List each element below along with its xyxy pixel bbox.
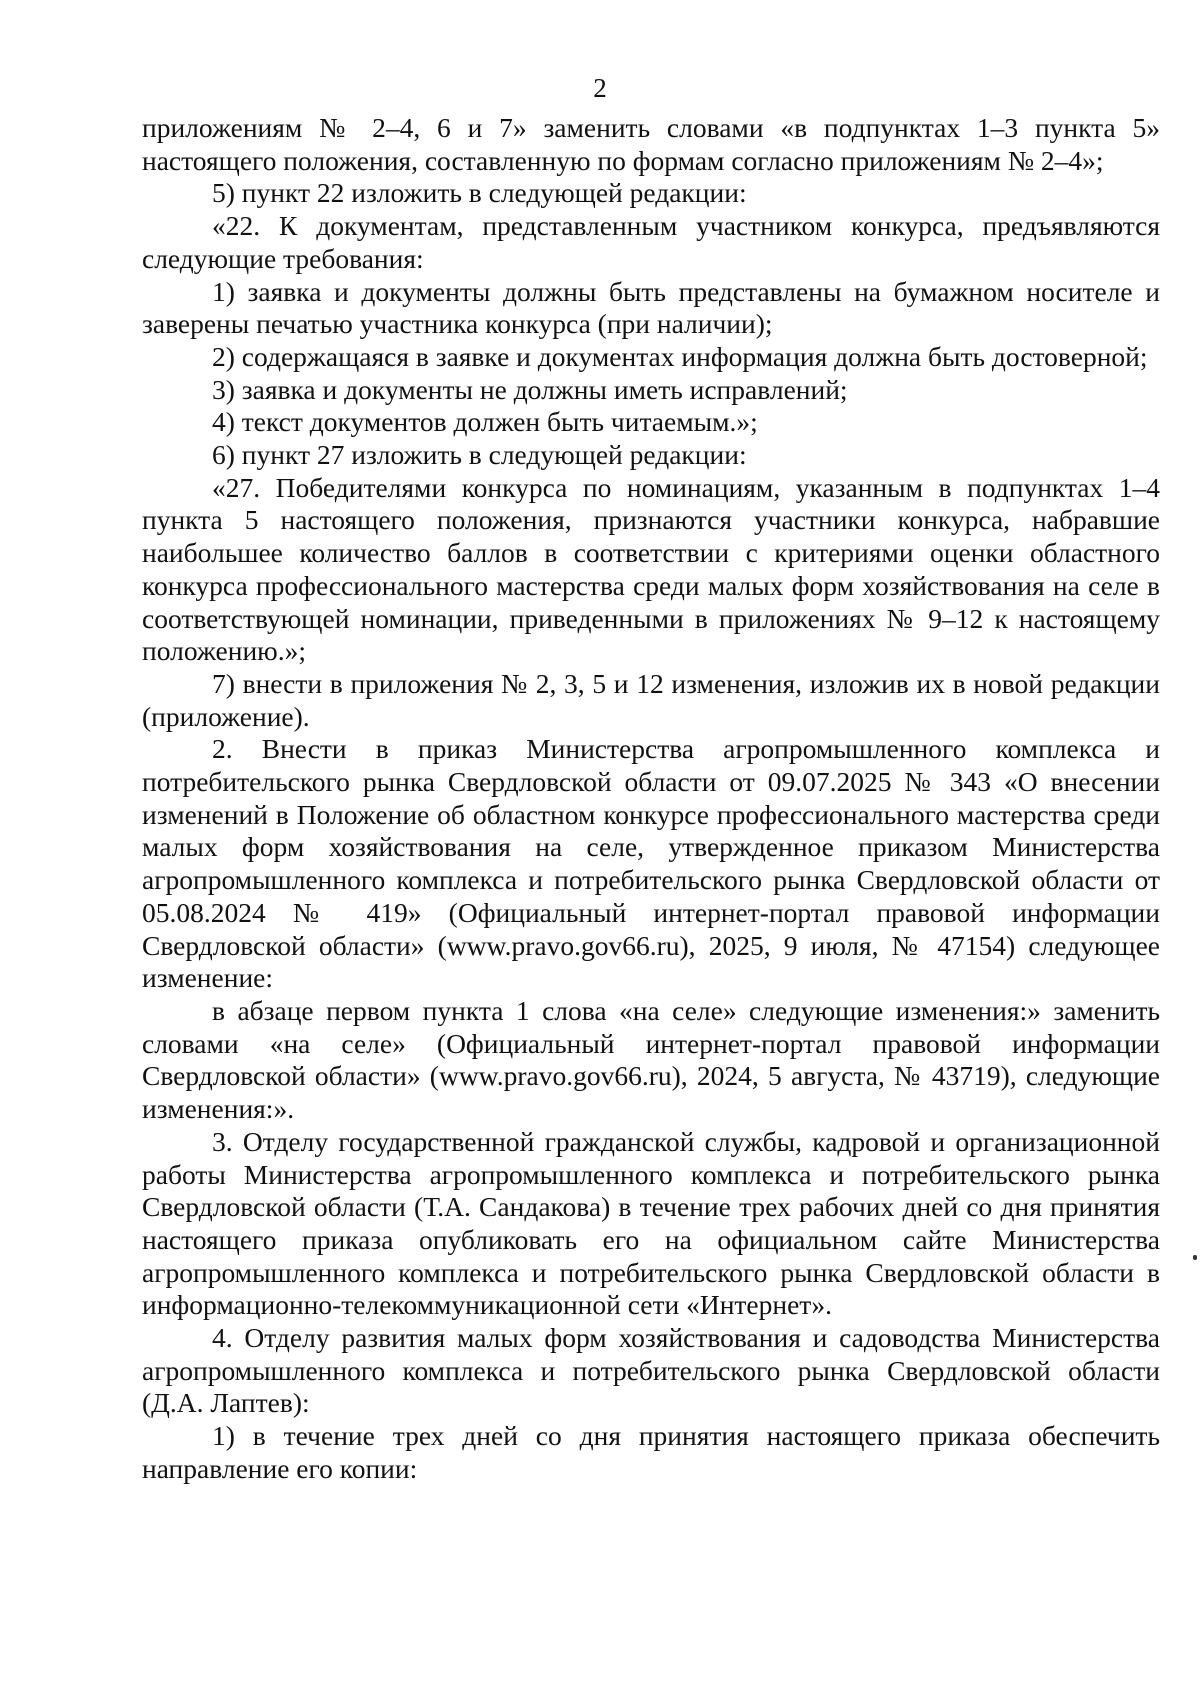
- paragraph-item-6: 6) пункт 27 изложить в следующей редакции:: [212, 439, 747, 471]
- scan-speck: [1193, 1255, 1197, 1260]
- paragraph-point-27: «27. Победителями конкурса по номинациям, указанным в подпунктах 1–4 пункта 5 настоящего положения, признаются участники конкурса, набравшие наибольшее количество баллов в соответствии с критериями оценки областного конкурса профессионального мастерства среди малых форм хозяйствования на селе в соответствующей номинации, приведенными в приложениях № 9–12 к настоящему положению.»;: [142, 471, 1160, 667]
- paragraph-requirement-2: 2) содержащаяся в заявке и документах информация должна быть достоверной;: [212, 340, 1148, 372]
- paragraph-continuation: приложениям № 2–4, 6 и 7» заменить словами «в подпунктах 1–3 пункта 5» настоящего положения, составленную по формам согласно приложениям № 2–4»;: [142, 112, 1160, 176]
- page-number: 2: [593, 73, 607, 103]
- paragraph-item-5: 5) пункт 22 изложить в следующей редакции:: [212, 177, 747, 209]
- paragraph-section-4-item-1: 1) в течение трех дней со дня принятия настоящего приказа обеспечить направление его копии:: [142, 1420, 1160, 1484]
- paragraph-section-2: 2. Внести в приказ Министерства агропромышленного комплекса и потребительского рынка Свердловской области от 09.07.2025 № 343 «О внесении изменений в Положение об областном конкурсе профессионального мастерства среди малых форм хозяйствования на селе, утвержденное приказом Министерства агропромышленного комплекса и потребительского рынка Свердловской области от 05.08.2024 № 419» (Официальный интернет-портал правовой информации Свердловской области» (www.pravo.gov66.ru), 2025, 9 июля, № 47154) следующее изменение:: [142, 733, 1160, 994]
- paragraph-section-2-change: в абзаце первом пункта 1 слова «на селе» следующие изменения:» заменить словами «на селе» (Официальный интернет-портал правовой информации Свердловской области» (www.pravo.gov66.ru), 2024, 5 августа, № 43719), следующие изменения:».: [142, 994, 1160, 1125]
- paragraph-requirement-4: 4) текст документов должен быть читаемым.»;: [212, 406, 758, 438]
- paragraph-point-22: «22. К документам, представленным участником конкурса, предъявляются следующие требования:: [142, 210, 1160, 274]
- paragraph-section-4: 4. Отделу развития малых форм хозяйствования и садоводства Министерства агропромышленного комплекса и потребительского рынка Свердловской области (Д.А. Лаптев):: [142, 1322, 1160, 1419]
- document-body: [142, 112, 1160, 1486]
- paragraph-requirement-1: 1) заявка и документы должны быть представлены на бумажном носителе и заверены печатью участника конкурса (при наличии);: [142, 275, 1160, 340]
- paragraph-item-7: 7) внести в приложения № 2, 3, 5 и 12 изменения, изложив их в новой редакции (приложение).: [142, 667, 1160, 732]
- paragraph-requirement-3: 3) заявка и документы не должны иметь исправлений;: [212, 373, 848, 405]
- paragraph-section-3: 3. Отделу государственной гражданской службы, кадровой и организационной работы Министерства агропромышленного комплекса и потребительского рынка Свердловской области (Т.А. Сандакова) в течение трех рабочих дней со дня принятия настоящего приказа опубликовать его на официальном сайте Министерства агропромышленного комплекса и потребительского рынка Свердловской области в информационно-телекоммуникационной сети «Интернет».: [142, 1125, 1160, 1321]
